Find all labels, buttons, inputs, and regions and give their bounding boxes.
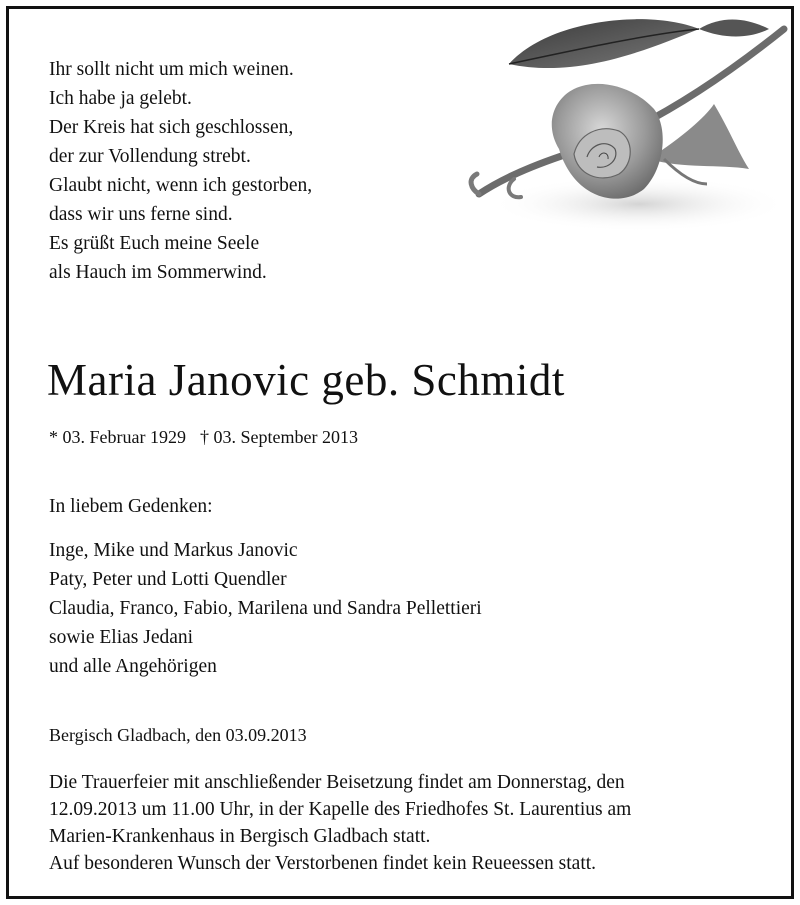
place-date: Bergisch Gladbach, den 03.09.2013 [49,725,307,745]
mourners-list [49,536,482,681]
notice-line: Die Trauerfeier mit anschließender Beisetzung findet am Donnerstag, den [49,772,625,793]
life-dates [49,427,358,448]
deceased-name: Maria Janovic geb. Schmidt [47,355,565,405]
poem-line: Es grüßt Euch meine Seele [49,233,260,254]
funeral-notice [49,769,769,877]
poem [49,55,312,287]
poem-line: der zur Vollendung strebt. [49,146,251,167]
poem-line: dass wir uns ferne sind. [49,204,233,225]
poem-line: Ihr sollt nicht um mich weinen. [49,59,294,80]
poem-line: als Hauch im Sommerwind. [49,262,267,283]
obituary-frame [6,6,794,899]
notice-line: 12.09.2013 um 11.00 Uhr, in der Kapelle des Friedhofes St. Laurentius am [49,799,632,820]
notice-line: Auf besonderen Wunsch der Verstorbenen findet kein Reueessen statt. [49,853,597,874]
poem-line: Der Kreis hat sich geschlossen, [49,117,294,138]
birth-date: * 03. Februar 1929 [49,427,186,447]
notice-line: Marien-Krankenhaus in Bergisch Gladbach statt. [49,826,431,847]
mourner-line: sowie Elias Jedani [49,627,194,648]
mourner-line: Paty, Peter und Lotti Quendler [49,569,287,590]
mourner-line: Claudia, Franco, Fabio, Marilena und Sandra Pellettieri [49,598,482,619]
poem-line: Ich habe ja gelebt. [49,88,192,109]
mourner-line: Inge, Mike und Markus Janovic [49,540,298,561]
poem-line: Glaubt nicht, wenn ich gestorben, [49,175,313,196]
mourner-line: und alle Angehörigen [49,656,217,677]
rose-image [449,9,794,239]
memory-heading: In liebem Gedenken: [49,496,213,517]
death-date: † 03. September 2013 [199,427,358,447]
